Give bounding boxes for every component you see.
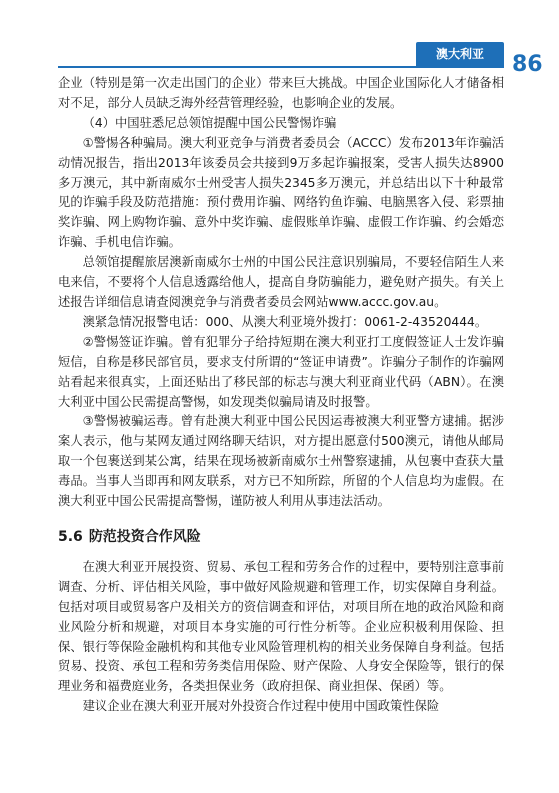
paragraph: 澳紧急情况报警电话：000、从澳大利亚境外拨打：0061-2-43520444。 (82, 314, 488, 329)
page-number: 86 (512, 52, 543, 77)
paragraph: ②警惕签证诈骗。曾有犯罪分子给持短期在澳大利亚打工度假签证人士发诈骗短信，自称是移民部官员，要求支付所谓的“签证申请费”。诈骗分子制作的诈骗网站看起来很真实，上面还贴出了移民部的标志与澳大利亚商业代码（ABN）。在澳大利亚中国公民需提高警惕，如发现类似骗局请及时报警。 (58, 334, 504, 409)
body-text-bottom (58, 558, 504, 717)
body-text-top (58, 74, 504, 512)
paragraph: ①警惕各种骗局。澳大利亚竞争与消费者委员会（ACCC）发布2013年诈骗活动情况报告，指出2013年该委员会共接到9万多起诈骗报案，受害人损失达8900多万澳元，其中新南威尔士州受害人损失2345多万澳元，并总结出以下十种最常见的诈骗手段及防范措施：预付费用诈骗、网络钓鱼诈骗、电脑黑客入侵、彩票抽奖诈骗、网上购物诈骗、意外中奖诈骗、虚假账单诈骗、虚假工作诈骗、约会婚恋诈骗、手机电信诈骗。 (58, 135, 504, 250)
section-heading (58, 526, 504, 546)
paragraph: （4）中国驻悉尼总领馆提醒中国公民警惕诈骗 (82, 115, 337, 130)
paragraph: ③警惕被骗运毒。曾有赴澳大利亚中国公民因运毒被澳大利亚警方逮捕。据涉案人表示，他与某网友通过网络聊天结识，对方提出愿意付500澳元，请他从邮局取一个包裹送到某公寓，结果在现场被新南威尔士州警察逮捕，从包裹中查获大量毒品。当事人当即再和网友联系，对方已不知所踪，所留的个人信息均为虚假。在澳大利亚中国公民需提高警惕，谨防被人利用从事违法活动。 (58, 414, 504, 509)
paragraph: 在澳大利亚开展投资、贸易、承包工程和劳务合作的过程中，要特别注意事前调查、分析、评估相关风险，事中做好风险规避和管理工作，切实保障自身利益。包括对项目或贸易客户及相关方的资信调查和评估，对项目所在地的政治风险和商业风险分析和规避，对项目本身实施的可行性分析等。企业应积极利用保险、担保、银行等保险金融机构和其他专业风险管理机构的相关业务保障自身利益。包括贸易、投资、承包工程和劳务类信用保险、财产保险、人身安全保险等，银行的保理业务和福费庭业务，各类担保业务（政府担保、商业担保、保函）等。 (58, 559, 504, 694)
paragraph: 企业（特别是第一次走出国门的企业）带来巨大挑战。中国企业国际化人才储备相对不足，部分人员缺乏海外经营管理经验，也影响企业的发展。 (58, 76, 504, 110)
paragraph: 建议企业在澳大利亚开展对外投资合作过程中使用中国政策性保险 (82, 699, 440, 714)
page-body (58, 74, 504, 717)
section-number: 5.6 (58, 528, 83, 545)
section-title: 防范投资合作风险 (88, 528, 201, 545)
header-rule (58, 66, 504, 68)
section-tab: 澳大利亚 (416, 42, 504, 66)
paragraph: 总领馆提醒旅居澳新南威尔士州的中国公民注意识别骗局，不要轻信陌生人来电来信，不要将个人信息透露给他人，提高自身防骗能力，避免财产损失。有关上述报告详细信息请查阅澳竞争与消费者委员会网站www.accc.gov.au。 (58, 255, 504, 309)
